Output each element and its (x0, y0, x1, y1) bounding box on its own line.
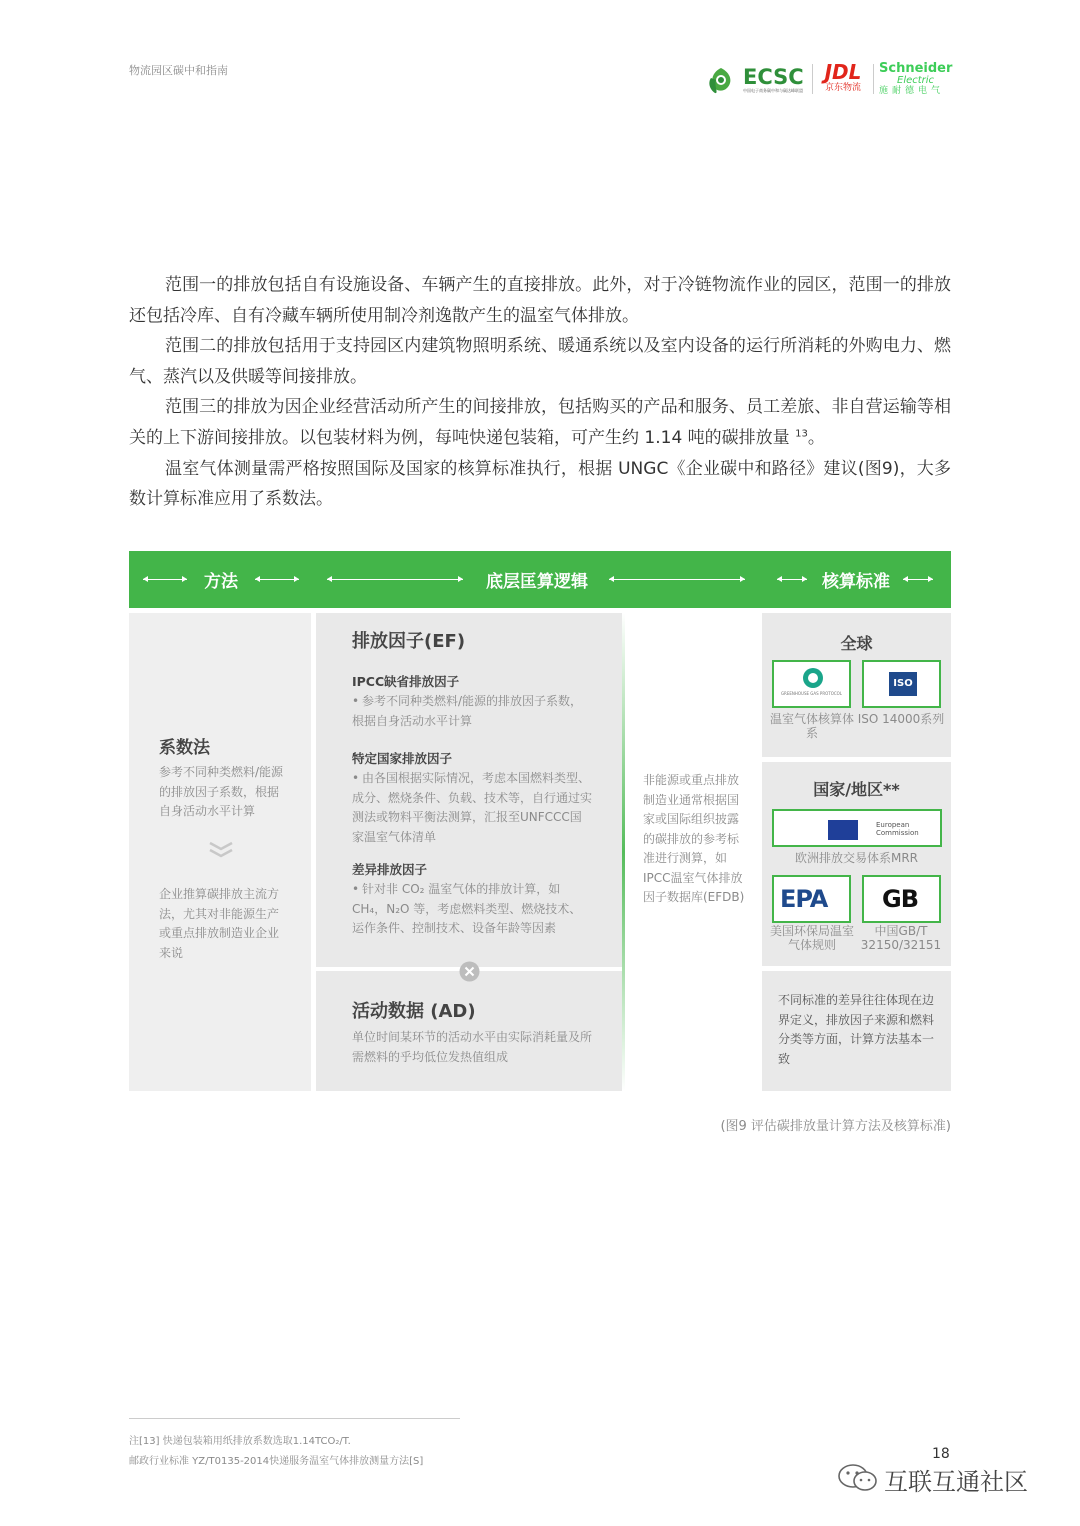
schneider-logo (879, 61, 959, 97)
ef-subtitle: 特定国家排放因子 (352, 751, 453, 766)
bullet: • (352, 771, 360, 785)
schneider-wordmark: Schneider (879, 61, 953, 76)
figure-9 (129, 551, 951, 1091)
method-desc: 参考不同种类燃料/能源的排放因子系数，根据自身活动水平计算 (159, 765, 284, 818)
gb-logo (862, 875, 941, 923)
header-method: 方法 (204, 572, 238, 592)
ghg-protocol-logo (772, 660, 851, 708)
ghg-protocol-icon (802, 667, 824, 689)
multiply-icon (459, 961, 480, 982)
eu-logo (806, 814, 946, 844)
page-number: 18 (932, 1446, 950, 1462)
figure-caption: (图9 评估碳排放量计算方法及核算标准) (720, 1119, 951, 1134)
iso-logo (862, 660, 941, 708)
ef-subtitle: 差异排放因子 (352, 862, 428, 877)
jdl-wordmark: JDL (824, 60, 862, 84)
region-panel (762, 762, 951, 966)
running-title: 物流园区碳中和指南 (129, 64, 228, 77)
epa-mark: EPA (780, 885, 828, 913)
double-chevron-down-icon (207, 841, 235, 859)
method-title: 系数法 (159, 738, 210, 758)
ef-item-text: 参考不同种类燃料/能源的排放因子系数，根据自身活动水平计算 (352, 694, 583, 728)
region-title: 国家/地区** (813, 780, 900, 799)
ad-panel (316, 971, 622, 1091)
ef-item-text: 由各国根据实际情况，考虑本国燃料类型、成分、燃烧条件、负载、技术等，自行通过实测法或物料平衡法测算，汇报至UNFCCC国家温室气体清单 (352, 771, 593, 844)
bullet: • (352, 694, 360, 708)
logo-divider (812, 64, 813, 94)
header-standard: 核算标准 (822, 572, 890, 592)
eu-flag-icon (828, 820, 858, 840)
ghg-protocol-mark: GREENHOUSE GAS PROTOCOL (780, 691, 843, 696)
arrow-line (903, 579, 933, 580)
footnote: 邮政行业标准 YZ/T0135-2014快递服务温室气体排放测量方法[S] (129, 1456, 424, 1467)
footnote: 注[13] 快递包装箱用纸排放系数选取1.14TCO₂/T. (129, 1436, 351, 1447)
jdl-logo (818, 62, 868, 98)
ef-item (352, 769, 592, 847)
gb-mark: GB (882, 885, 918, 913)
schneider-electric: Electric (897, 75, 935, 86)
paragraph-text: 范围三的排放为因企业经营活动所产生的间接排放，包括购买的产品和服务、员工差旅、非自营运输等相关的上下游间接排放。以包装材料为例，每吨快递包装箱，可产生约 1.14 吨的碳排放量 (129, 397, 951, 448)
epa-logo (772, 875, 851, 923)
footnote-ref[interactable]: 13 (795, 428, 808, 440)
ecsc-tagline: 中国电子商务碳中和与碳达峰联盟 (743, 88, 803, 93)
method-desc-2: 企业推算碳排放主流方法，尤其对非能源生产或重点排放制造业企业来说 (159, 887, 280, 960)
arrow-line (143, 579, 187, 580)
eu-mark: European Commission (876, 821, 919, 837)
ef-item-text: 针对非 CO₂ 温室气体的排放计算，如CH₄，N₂O 等，考虑燃料类型、燃烧技术、运作条件、控制技术、设备年龄等因素 (352, 882, 582, 935)
logo-caption: 美国环保局温室气体规则 (769, 924, 854, 952)
body-text (129, 270, 951, 515)
footnote-divider (129, 1418, 460, 1419)
ef-panel (316, 613, 622, 967)
reference-text: 非能源或重点排放制造业通常根据国家或国际组织披露的碳排放的参考标准进行测算，如IPCC温室气体排放因子数据库(EFDB) (643, 773, 745, 904)
logo-caption: 中国GB/T 32150/32151 (860, 924, 942, 952)
note-text: 不同标准的差异往往体现在边界定义，排放因子来源和燃料分类等方面，计算方法基本一致 (778, 993, 935, 1066)
separator-glow (621, 613, 626, 1091)
paragraph-end: 。 (807, 427, 825, 448)
ad-desc: 单位时间某环节的活动水平由实际消耗量及所需燃料的乎均低位发热值组成 (352, 1030, 593, 1064)
eu-commission-logo (772, 809, 942, 847)
paragraph (129, 392, 951, 453)
paragraph: 范围一的排放包括自有设施设备、车辆产生的直接排放。此外，对于冷链物流作业的园区，范围一的排放还包括冷库、自有冷藏车辆所使用制冷剂逸散产生的温室气体排放。 (129, 275, 951, 326)
logo-caption: 欧洲排放交易体系MRR (794, 851, 919, 865)
leaf-icon (705, 64, 737, 96)
arrow-line (609, 579, 745, 580)
global-title: 全球 (840, 634, 873, 653)
iso-mark: ISO (889, 672, 917, 696)
logo-caption: 温室气体核算体系 (769, 712, 854, 740)
paragraph: 温室气体测量需严格按照国际及国家的核算标准执行，根据 UNGC《企业碳中和路径》建议(图9)，大多数计算标准应用了系数法。 (129, 458, 951, 510)
ecsc-wordmark: ECSC (743, 65, 804, 89)
global-panel (762, 613, 951, 757)
figure-header (129, 551, 951, 608)
ecsc-logo (705, 62, 805, 96)
header-logic: 底层匡算逻辑 (486, 572, 588, 592)
ad-title: 活动数据 (AD) (352, 1001, 476, 1022)
ef-item (352, 880, 592, 939)
schneider-cn: 施耐德电气 (879, 86, 945, 96)
ef-subtitle: IPCC缺省排放因子 (352, 674, 460, 689)
wechat-icon (836, 1462, 880, 1494)
ef-title: 排放因子(EF) (352, 631, 466, 652)
method-panel (129, 613, 311, 1091)
arrow-line (777, 579, 807, 580)
partner-logos (705, 60, 955, 100)
watermark-text: 互联互通社区 (884, 1468, 1028, 1496)
bullet: • (352, 882, 360, 896)
arrow-line (255, 579, 299, 580)
watermark (836, 1460, 1050, 1496)
paragraph: 范围二的排放包括用于支持园区内建筑物照明系统、暖通系统以及室内设备的运行所消耗的外购电力、燃气、蒸汽以及供暖等间接排放。 (129, 336, 951, 387)
note-panel (762, 971, 951, 1091)
ef-item (352, 692, 592, 731)
logo-caption: ISO 14000系列 (857, 712, 945, 726)
logo-divider (873, 64, 874, 94)
jdl-subtitle: 京东物流 (824, 83, 861, 93)
arrow-line (327, 579, 463, 580)
